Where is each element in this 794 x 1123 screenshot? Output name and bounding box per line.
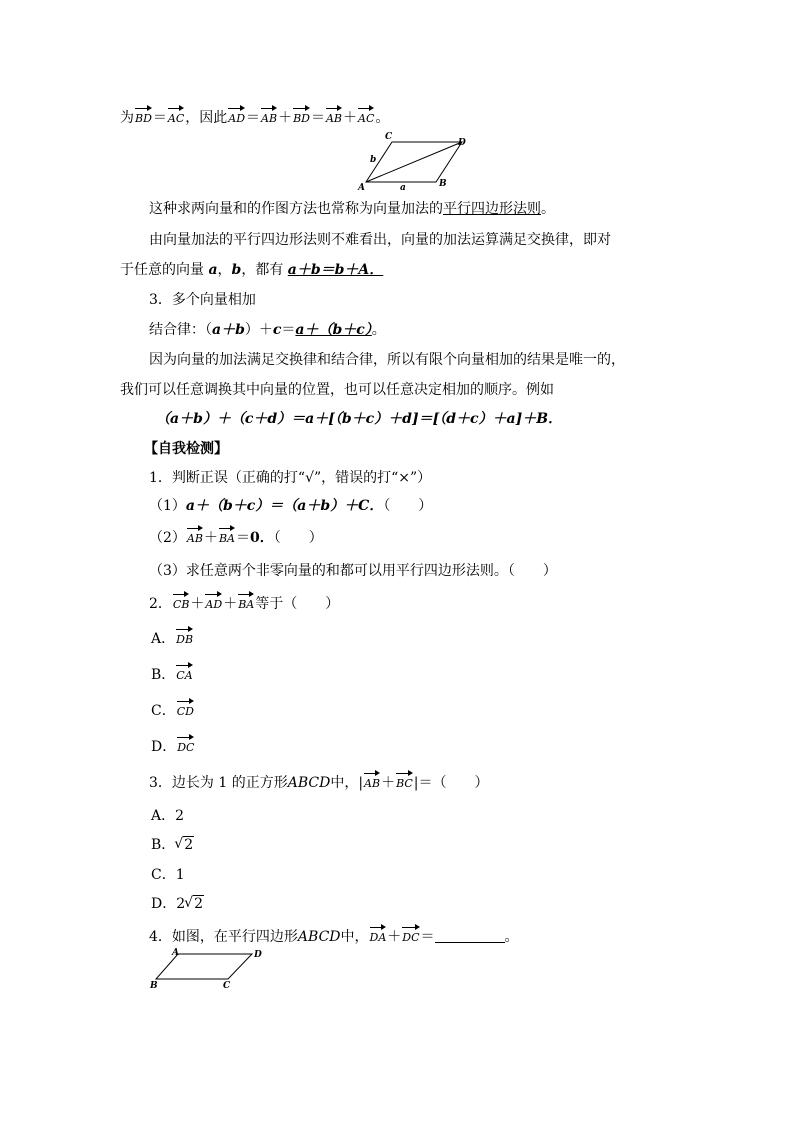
question-2-option-b xyxy=(151,661,194,685)
text: ＝ xyxy=(235,530,250,546)
answer-paren: （ ） xyxy=(273,530,323,546)
answer-blank[interactable] xyxy=(435,928,505,943)
question-4-stem xyxy=(149,923,519,947)
text: ）＋ xyxy=(244,322,273,338)
text: |＝（ ） xyxy=(413,775,489,791)
shape-name: ABCD xyxy=(297,929,341,945)
vector-dc: DC xyxy=(402,923,419,947)
answer-paren: （ ） xyxy=(383,498,433,514)
vector-ba: BA xyxy=(238,590,254,614)
section-title: 3．多个向量相加 xyxy=(149,292,256,308)
text: 2． xyxy=(149,596,172,612)
question-3-option-c xyxy=(151,866,185,884)
text: ，因此 xyxy=(185,110,228,126)
question-2-option-c xyxy=(151,697,195,721)
associative-rhs: a＋（b＋c） xyxy=(295,322,372,338)
vector-ac: AC xyxy=(168,104,184,128)
paragraph-unique-1: 因为向量的加法满足交换律和结合律，所以有限个向量相加的结果是唯一的， xyxy=(149,352,625,368)
option-value: 2 xyxy=(184,837,194,853)
vector-ad: AD xyxy=(228,104,245,128)
parallelogram-figure-2 xyxy=(148,946,268,992)
question-3-option-a xyxy=(151,807,184,825)
text: ＋ xyxy=(381,775,396,791)
self-check-heading: 【自我检测】 xyxy=(144,441,228,457)
text: 3．边长为 1 的正方形 xyxy=(149,775,288,791)
text: 为 xyxy=(120,110,134,126)
text: ＋ xyxy=(387,929,402,945)
option-letter: C． xyxy=(151,867,176,883)
text: ， xyxy=(217,262,232,278)
label-b: B xyxy=(439,179,447,189)
option-letter: A． xyxy=(151,808,176,824)
shape-name: ABCD xyxy=(287,775,331,791)
question-1-item-1 xyxy=(149,497,432,515)
vector-bd: BD xyxy=(135,104,152,128)
var-a: a xyxy=(208,262,218,278)
vector-bd: BD xyxy=(293,104,310,128)
vector-ab: AB xyxy=(364,769,380,793)
text: ＋ xyxy=(190,596,205,612)
sqrt-expression xyxy=(175,836,194,854)
vector-cb: CB xyxy=(173,590,190,614)
vector-db: DB xyxy=(176,625,193,649)
vector-dc: DC xyxy=(177,733,194,757)
option-letter: D． xyxy=(151,896,177,912)
question-3-option-b xyxy=(151,836,194,854)
vector-cd: CD xyxy=(177,697,194,721)
intro-line xyxy=(120,104,389,128)
text: 中，| xyxy=(330,775,364,791)
text: 。 xyxy=(541,201,555,217)
vector-ac: AC xyxy=(358,104,374,128)
vector-ab: AB xyxy=(187,524,203,548)
zero-vector: 0． xyxy=(249,530,274,546)
sqrt-expression xyxy=(185,895,204,913)
option-coef: 2 xyxy=(176,896,186,912)
vector-ad: AD xyxy=(205,590,222,614)
label-b: B xyxy=(150,981,158,991)
paragraph-rule xyxy=(149,200,555,218)
question-2-option-a xyxy=(151,625,194,649)
term-parallelogram-rule: 平行四边形法则 xyxy=(443,201,541,217)
formula: a＋（b＋c）＝（a＋b）＋C． xyxy=(185,498,384,514)
text: ＝ xyxy=(281,322,296,338)
option-letter: D． xyxy=(151,739,177,755)
paragraph-unique-2: 我们可以任意调换其中向量的位置，也可以任意决定相加的顺序。例如 xyxy=(120,382,554,398)
option-letter: B． xyxy=(151,667,176,683)
var-c: c xyxy=(272,322,282,338)
option-letter: C． xyxy=(151,703,176,719)
text: 结合律：（ xyxy=(149,322,212,338)
example-formula: （a＋b）＋（c＋d）＝a＋[（b＋c）＋d]＝[（d＋c）＋a]＋B． xyxy=(156,411,563,427)
label-a: A xyxy=(172,948,179,958)
question-2-stem xyxy=(149,590,339,614)
label-d: D xyxy=(458,138,466,148)
vector-ab: AB xyxy=(261,104,277,128)
formula: a＋b xyxy=(212,322,245,338)
diagonal-ad xyxy=(366,142,462,182)
text: 4．如图，在平行四边形 xyxy=(149,929,298,945)
vector-da: DA xyxy=(370,923,387,947)
label-side-b: b xyxy=(370,155,377,165)
text: ＝ xyxy=(152,110,167,126)
parallelogram-shape xyxy=(156,954,252,979)
text: 。 xyxy=(371,322,386,338)
question-1-item-2 xyxy=(149,524,323,548)
text: （3）求任意两个非零向量的和都可以用平行四边形法则。 xyxy=(149,563,508,579)
label-c: C xyxy=(385,132,393,142)
text: ＋ xyxy=(203,530,218,546)
vector-ab: AB xyxy=(326,104,342,128)
label-c: C xyxy=(223,981,231,991)
option-value: 2 xyxy=(194,896,204,912)
vector-bc: BC xyxy=(396,769,413,793)
text: ＋ xyxy=(343,110,358,126)
question-3-option-d xyxy=(151,895,204,913)
option-value: 2 xyxy=(175,808,185,824)
label-d: D xyxy=(254,950,262,960)
text: 。 xyxy=(375,110,390,126)
label-a: A xyxy=(358,183,365,192)
question-3-stem xyxy=(149,769,489,793)
text: ＝ xyxy=(310,110,325,126)
question-2-option-d xyxy=(151,733,195,757)
option-value: 1 xyxy=(175,867,185,883)
vector-ba: BA xyxy=(219,524,235,548)
text: （2） xyxy=(149,530,186,546)
associative-law xyxy=(149,321,386,339)
text: ＋ xyxy=(278,110,293,126)
question-1-item-3 xyxy=(149,562,557,580)
text: ＋ xyxy=(223,596,238,612)
commutative-formula: a＋b＝b＋A． xyxy=(287,262,384,278)
label-side-a: a xyxy=(400,183,406,192)
text: 。 xyxy=(504,929,519,945)
text: 等于（ ） xyxy=(255,596,340,612)
option-letter: B． xyxy=(151,837,176,853)
text: 中， xyxy=(340,929,369,945)
answer-paren: （ ） xyxy=(507,563,557,579)
paragraph-commutative-1: 由向量加法的平行四边形法则不难看出，向量的加法运算满足交换律，即对 xyxy=(149,232,611,248)
text: ，都有 xyxy=(241,262,288,278)
text: 这种求两向量和的作图方法也常称为向量加法的 xyxy=(149,201,443,217)
question-1-stem: 1．判断正误（正确的打“√”，错误的打“×”） xyxy=(149,470,432,486)
vector-ca: CA xyxy=(176,661,192,685)
paragraph-commutative-2 xyxy=(120,261,383,279)
text: ＝ xyxy=(420,929,435,945)
parallelogram-figure xyxy=(354,130,474,192)
text: ＝ xyxy=(246,110,261,126)
text: （1） xyxy=(149,498,186,514)
text: 于任意的向量 xyxy=(120,262,209,278)
option-letter: A． xyxy=(151,631,176,647)
var-b: b xyxy=(231,262,242,278)
